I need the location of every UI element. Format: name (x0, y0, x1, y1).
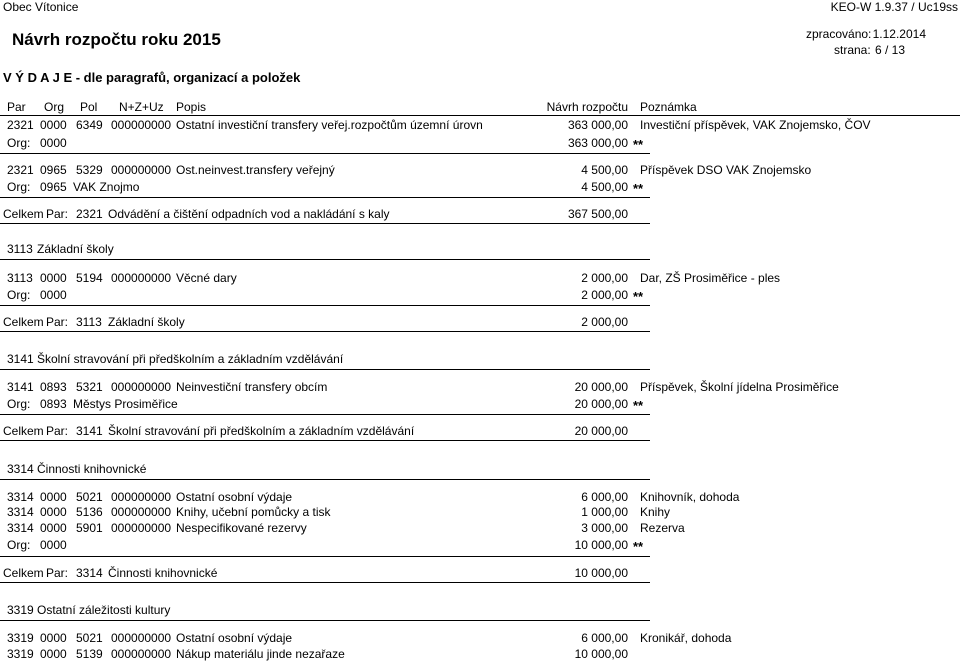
total-par-label: Par: (46, 315, 69, 329)
row-note: Dar, ZŠ Prosiměřice - ples (640, 271, 781, 285)
row-popis: Ostatní osobní výdaje (176, 490, 293, 504)
row-amount: 20 000,00 (574, 380, 628, 394)
org-sum-amount: 2 000,00 (581, 288, 628, 302)
row-nzuz: 000000000 (111, 118, 172, 132)
row-popis: Knihy, učební pomůcky a tisk (176, 505, 331, 519)
total-amount: 10 000,00 (574, 566, 628, 580)
col-par-header: Par (7, 100, 26, 114)
col-org-header: Org (44, 100, 65, 114)
row-org: 0000 (40, 631, 67, 645)
section-name: Ostatní záležitosti kultury (37, 603, 171, 617)
processed-date: 1.12.2014 (872, 27, 926, 41)
row-note: Investiční příspěvek, VAK Znojemsko, ČOV (640, 118, 871, 132)
row-amount: 363 000,00 (567, 118, 628, 132)
row-amount: 10 000,00 (574, 647, 628, 661)
row-nzuz: 000000000 (111, 521, 172, 535)
report-code: KEO-W 1.9.37 / Uc19ss (830, 0, 958, 14)
total-par-label: Par: (46, 424, 69, 438)
row-org: 0000 (40, 271, 67, 285)
row-par: 3314 (7, 521, 34, 535)
row-par: 2321 (7, 118, 34, 132)
row-org: 0000 (40, 505, 67, 519)
total-par-code: 3314 (76, 566, 103, 580)
row-pol: 5194 (76, 271, 103, 285)
total-par-name: Základní školy (108, 315, 185, 329)
row-org: 0000 (40, 521, 67, 535)
row-nzuz: 000000000 (111, 271, 172, 285)
total-label: Celkem (3, 424, 44, 438)
total-amount: 367 500,00 (567, 207, 628, 221)
row-pol: 5021 (76, 631, 103, 645)
row-nzuz: 000000000 (111, 163, 172, 177)
block-rule (0, 556, 650, 557)
org-sum-marker: ** (633, 539, 644, 554)
row-par: 3314 (7, 505, 34, 519)
row-amount: 6 000,00 (581, 490, 628, 504)
section-name: Činnosti knihovnické (37, 462, 147, 476)
org-sum-amount: 4 500,00 (581, 180, 628, 194)
row-amount: 1 000,00 (581, 505, 628, 519)
row-popis: Ost.neinvest.transfery veřejný (176, 163, 335, 177)
org-label: Org: (7, 538, 31, 552)
header-rule (0, 115, 960, 116)
row-par: 3314 (7, 490, 34, 504)
row-amount: 3 000,00 (581, 521, 628, 535)
page-label: strana: (834, 43, 871, 57)
row-nzuz: 000000000 (111, 380, 172, 394)
org-label: Org: (7, 397, 31, 411)
section-name: Základní školy (37, 242, 114, 256)
org-name: Městys Prosiměřice (73, 397, 178, 411)
col-poznamka-header: Poznámka (640, 100, 697, 114)
row-popis: Neinvestiční transfery obcím (176, 380, 328, 394)
row-pol: 5329 (76, 163, 103, 177)
row-note: Příspěvek, Školní jídelna Prosiměřice (640, 380, 839, 394)
total-amount: 20 000,00 (574, 424, 628, 438)
total-par-name: Školní stravování při předškolním a základním vzdělávání (108, 424, 415, 438)
row-popis: Nákup materiálu jinde nezařaze (176, 647, 345, 661)
org-sum-amount: 363 000,00 (567, 136, 628, 150)
total-label: Celkem (3, 315, 44, 329)
org-sum-marker: ** (633, 289, 644, 304)
total-amount: 2 000,00 (581, 315, 628, 329)
org-code: 0893 (40, 397, 67, 411)
row-note: Příspěvek DSO VAK Znojemsko (640, 163, 812, 177)
total-rule (0, 331, 650, 332)
row-org: 0000 (40, 118, 67, 132)
section-rule (0, 479, 650, 480)
org-code: 0000 (40, 136, 67, 150)
section-rule (0, 620, 650, 621)
org-code: 0000 (40, 538, 67, 552)
page-title: Návrh rozpočtu roku 2015 (12, 30, 221, 49)
col-navrh-header: Návrh rozpočtu (546, 100, 628, 114)
org-code: 0965 (40, 180, 67, 194)
org-sum-marker: ** (633, 137, 644, 152)
row-org: 0965 (40, 163, 67, 177)
org-name: VAK Znojmo (73, 180, 140, 194)
org-label: Org: (7, 180, 31, 194)
row-note: Knihovník, dohoda (640, 490, 740, 504)
col-popis-header: Popis (176, 100, 207, 114)
report-subtitle: V Ý D A J E - dle paragrafů, organizací a položek (3, 70, 301, 85)
total-par-code: 3141 (76, 424, 103, 438)
row-note: Kronikář, dohoda (640, 631, 732, 645)
row-org: 0000 (40, 647, 67, 661)
total-label: Celkem (3, 566, 44, 580)
org-sum-amount: 20 000,00 (574, 397, 628, 411)
row-pol: 5901 (76, 521, 103, 535)
row-pol: 5321 (76, 380, 103, 394)
total-par-code: 3113 (76, 315, 102, 329)
total-par-name: Odvádění a čištění odpadních vod a nakládání s kaly (108, 207, 390, 221)
section-code: 3113 (7, 242, 33, 256)
block-rule (0, 197, 650, 198)
org-sum-marker: ** (633, 398, 644, 413)
row-pol: 5021 (76, 490, 103, 504)
section-code: 3141 (7, 352, 34, 366)
total-rule (0, 223, 650, 224)
row-par: 3141 (7, 380, 34, 394)
block-rule (0, 153, 650, 154)
block-rule (0, 414, 650, 415)
total-par-code: 2321 (76, 207, 103, 221)
col-nzuz-header: N+Z+Uz (119, 100, 164, 114)
row-org: 0000 (40, 490, 67, 504)
section-code: 3319 (7, 603, 34, 617)
org-sum-amount: 10 000,00 (574, 538, 628, 552)
org-label: Org: (7, 288, 31, 302)
row-popis: Věcné dary (176, 271, 237, 285)
row-note: Knihy (640, 505, 671, 519)
col-pol-header: Pol (80, 100, 98, 114)
row-pol: 5136 (76, 505, 103, 519)
processed-label: zpracováno: (806, 27, 872, 41)
row-pol: 5139 (76, 647, 103, 661)
total-rule (0, 440, 650, 441)
section-name: Školní stravování při předškolním a základním vzdělávání (37, 352, 344, 366)
org-code: 0000 (40, 288, 67, 302)
row-par: 3319 (7, 631, 34, 645)
row-nzuz: 000000000 (111, 647, 172, 661)
row-nzuz: 000000000 (111, 505, 172, 519)
row-pol: 6349 (76, 118, 103, 132)
row-org: 0893 (40, 380, 67, 394)
organization-name: Obec Vítonice (3, 0, 79, 14)
org-sum-marker: ** (633, 181, 644, 196)
section-rule (0, 369, 650, 370)
total-rule (0, 582, 650, 583)
row-amount: 6 000,00 (581, 631, 628, 645)
total-par-label: Par: (46, 566, 69, 580)
row-par: 3319 (7, 647, 34, 661)
page-number: 6 / 13 (874, 43, 905, 57)
total-label: Celkem (3, 207, 44, 221)
org-label: Org: (7, 136, 31, 150)
row-par: 2321 (7, 163, 34, 177)
block-rule (0, 305, 650, 306)
row-note: Rezerva (640, 521, 685, 535)
row-popis: Ostatní investiční transfery veřej.rozpočtům územní úrovn (176, 118, 483, 132)
total-par-name: Činnosti knihovnické (108, 566, 218, 580)
row-nzuz: 000000000 (111, 490, 172, 504)
section-rule (0, 259, 650, 260)
row-nzuz: 000000000 (111, 631, 172, 645)
row-amount: 2 000,00 (581, 271, 628, 285)
total-par-label: Par: (46, 207, 69, 221)
row-par: 3113 (7, 271, 33, 285)
row-popis: Nespecifikované rezervy (176, 521, 307, 535)
section-code: 3314 (7, 462, 34, 476)
row-amount: 4 500,00 (581, 163, 628, 177)
row-popis: Ostatní osobní výdaje (176, 631, 293, 645)
